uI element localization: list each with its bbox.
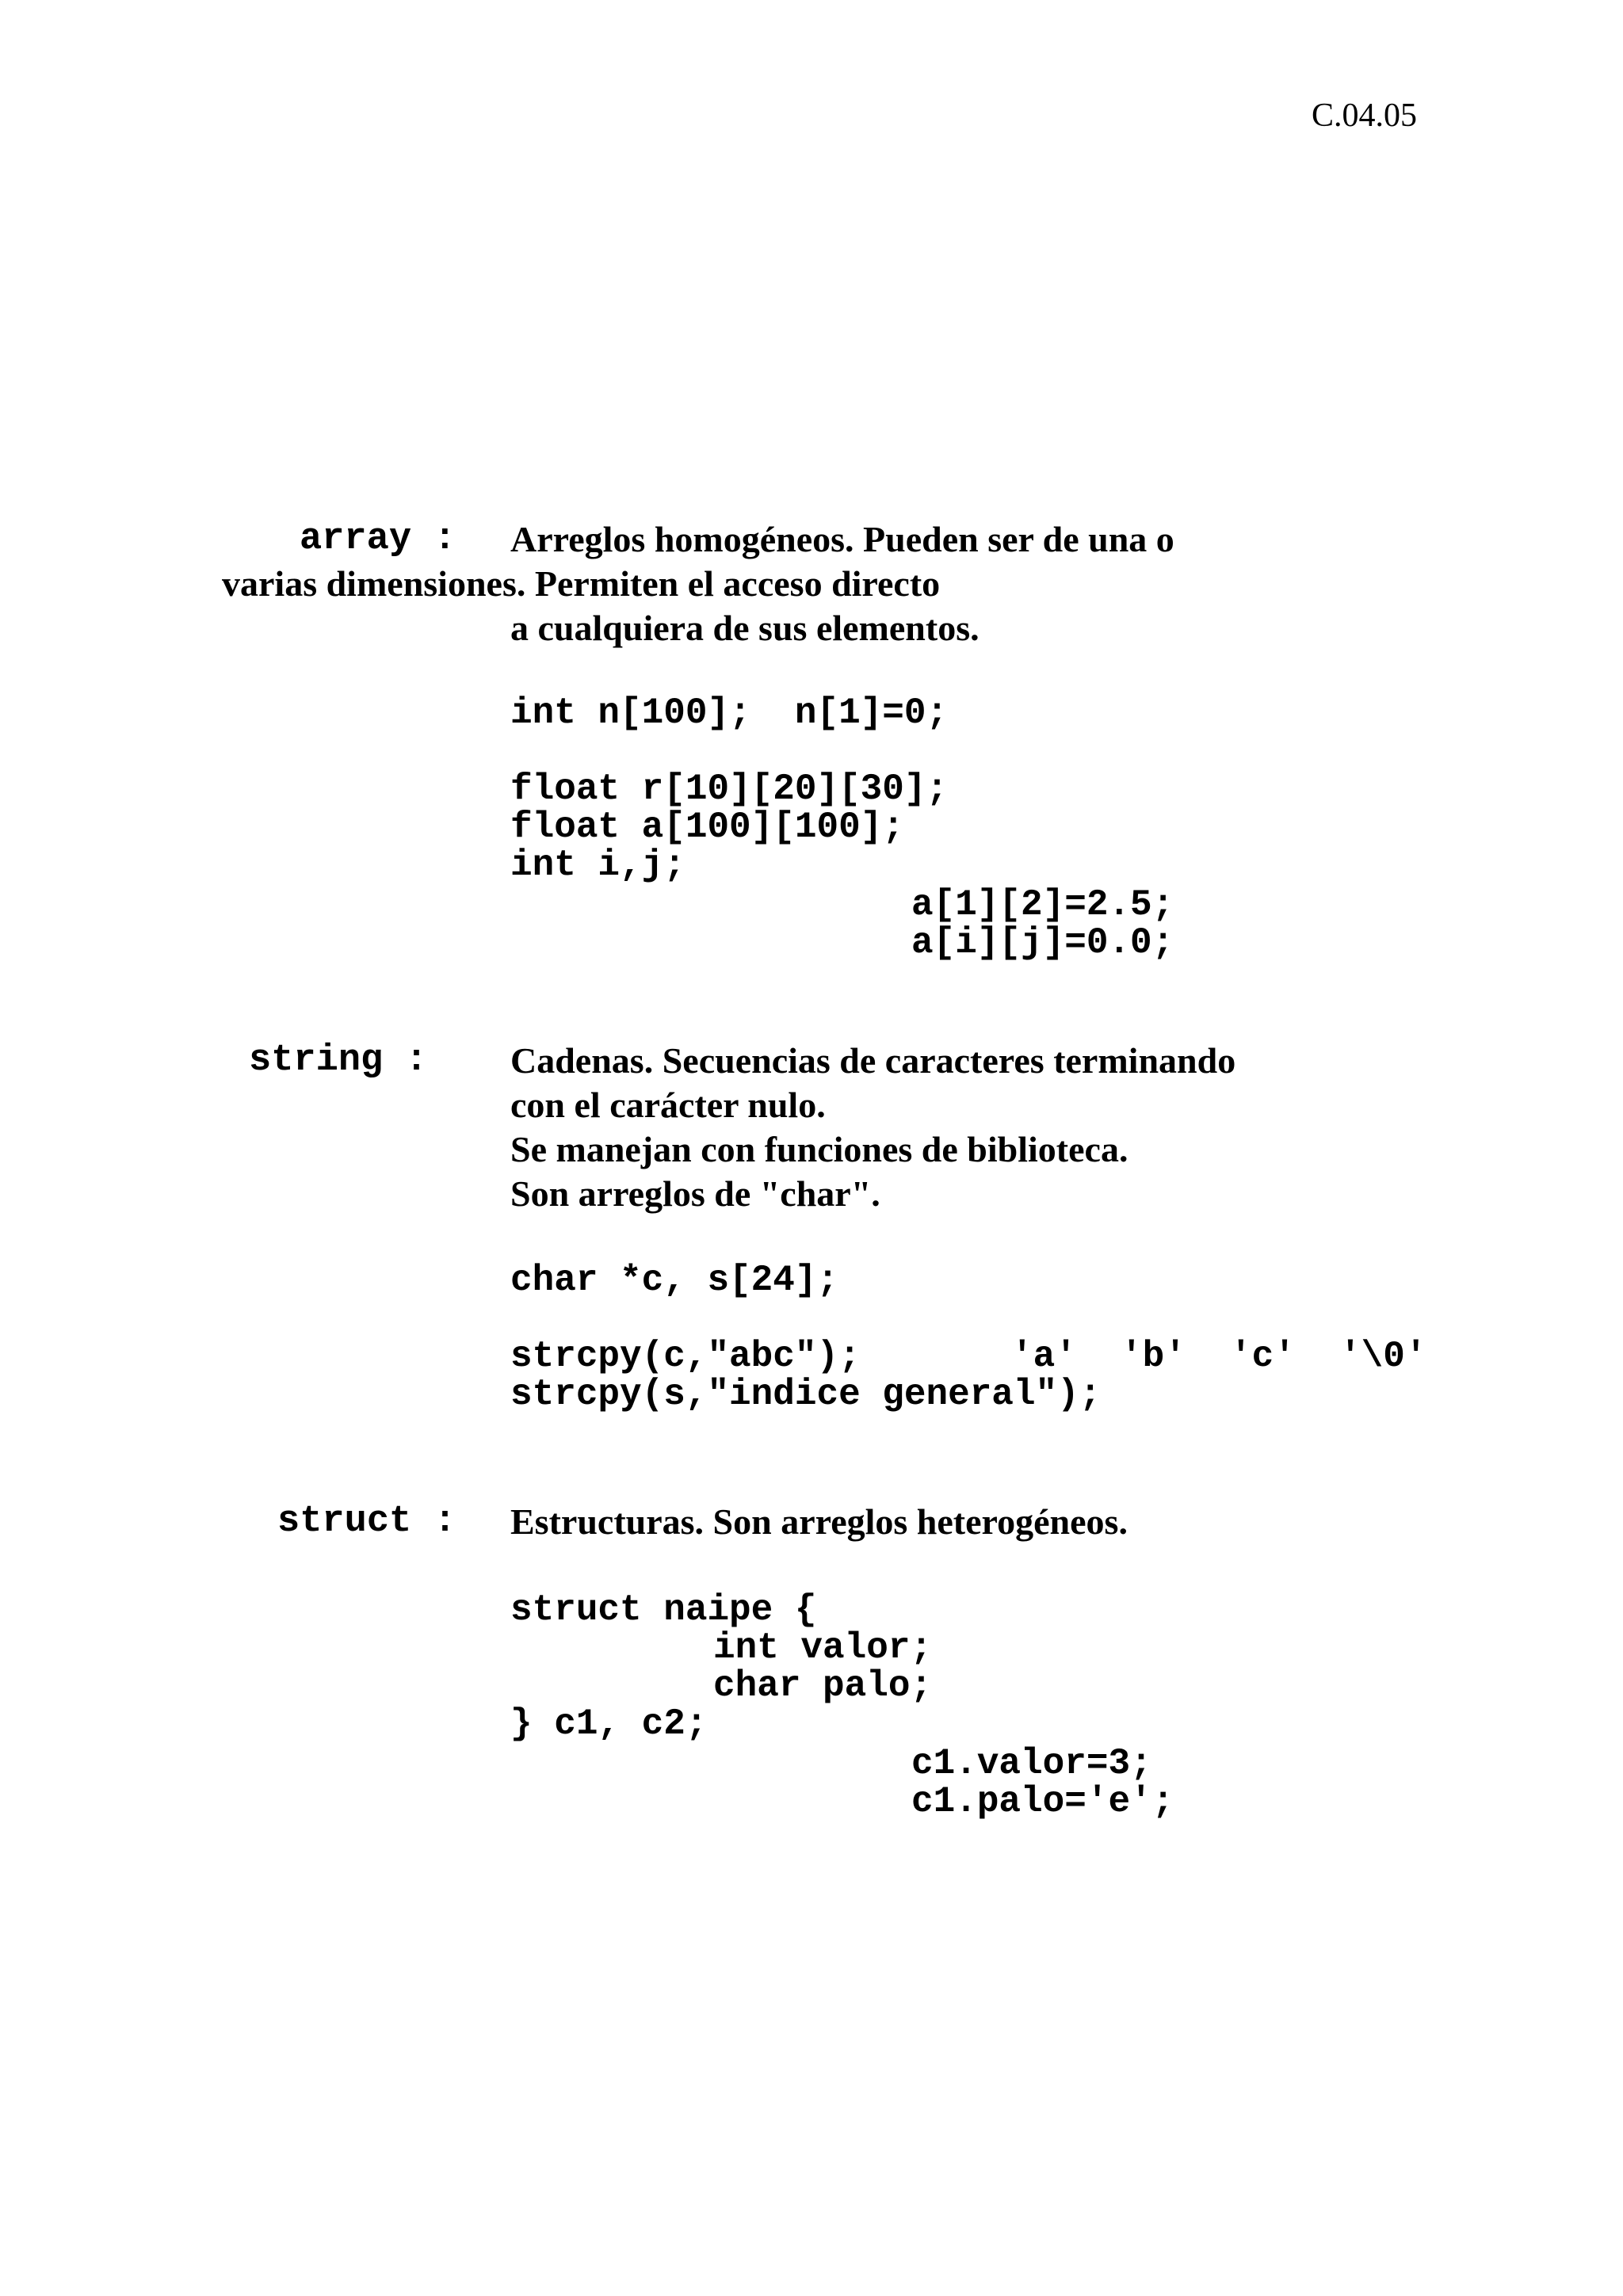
struct-desc: Estructuras. Son arreglos heterogéneos. — [510, 1501, 1128, 1542]
string-desc-line: con el carácter nulo. — [510, 1085, 826, 1125]
page-id: C.04.05 — [1312, 97, 1418, 134]
array-code-line: int n[100]; n[1]=0; — [510, 692, 949, 734]
struct-code-line: int valor; — [713, 1627, 933, 1669]
array-code-line: float r[10][20][30]; — [510, 769, 949, 810]
array-desc-line-2: varias dimensiones. Permiten el acceso directo — [222, 563, 941, 604]
string-code-line: strcpy(c,"abc"); — [510, 1336, 861, 1377]
string-desc-line: Son arreglos de "char". — [510, 1173, 880, 1214]
struct-code-line: c1.valor=3; — [911, 1743, 1152, 1784]
string-code-line: char *c, s[24]; — [510, 1260, 839, 1301]
array-term: array : — [300, 518, 456, 560]
struct-code-line: struct naipe { — [510, 1589, 817, 1630]
struct-code-line: char palo; — [713, 1665, 933, 1707]
string-term: string : — [249, 1039, 428, 1081]
struct-term: struct : — [277, 1501, 456, 1543]
string-code-line: strcpy(s,"indice general"); — [510, 1374, 1102, 1415]
array-desc-line-1: Arreglos homogéneos. Pueden ser de una o — [510, 519, 1174, 559]
string-char-illustration: 'a' 'b' 'c' '\0' — [1011, 1336, 1427, 1377]
string-desc-line: Cadenas. Secuencias de caracteres terminando — [510, 1040, 1236, 1081]
struct-code-line: } c1, c2; — [510, 1703, 708, 1745]
struct-code-line: c1.palo='e'; — [911, 1781, 1174, 1822]
array-desc-line-3: a cualquiera de sus elementos. — [510, 608, 980, 648]
array-code-line: float a[100][100]; — [510, 807, 904, 848]
array-code-line: a[i][j]=0.0; — [911, 922, 1174, 963]
array-code-line: int i,j; — [510, 845, 685, 886]
array-code-line: a[1][2]=2.5; — [911, 884, 1174, 925]
string-desc-line: Se manejan con funciones de biblioteca. — [510, 1129, 1128, 1169]
